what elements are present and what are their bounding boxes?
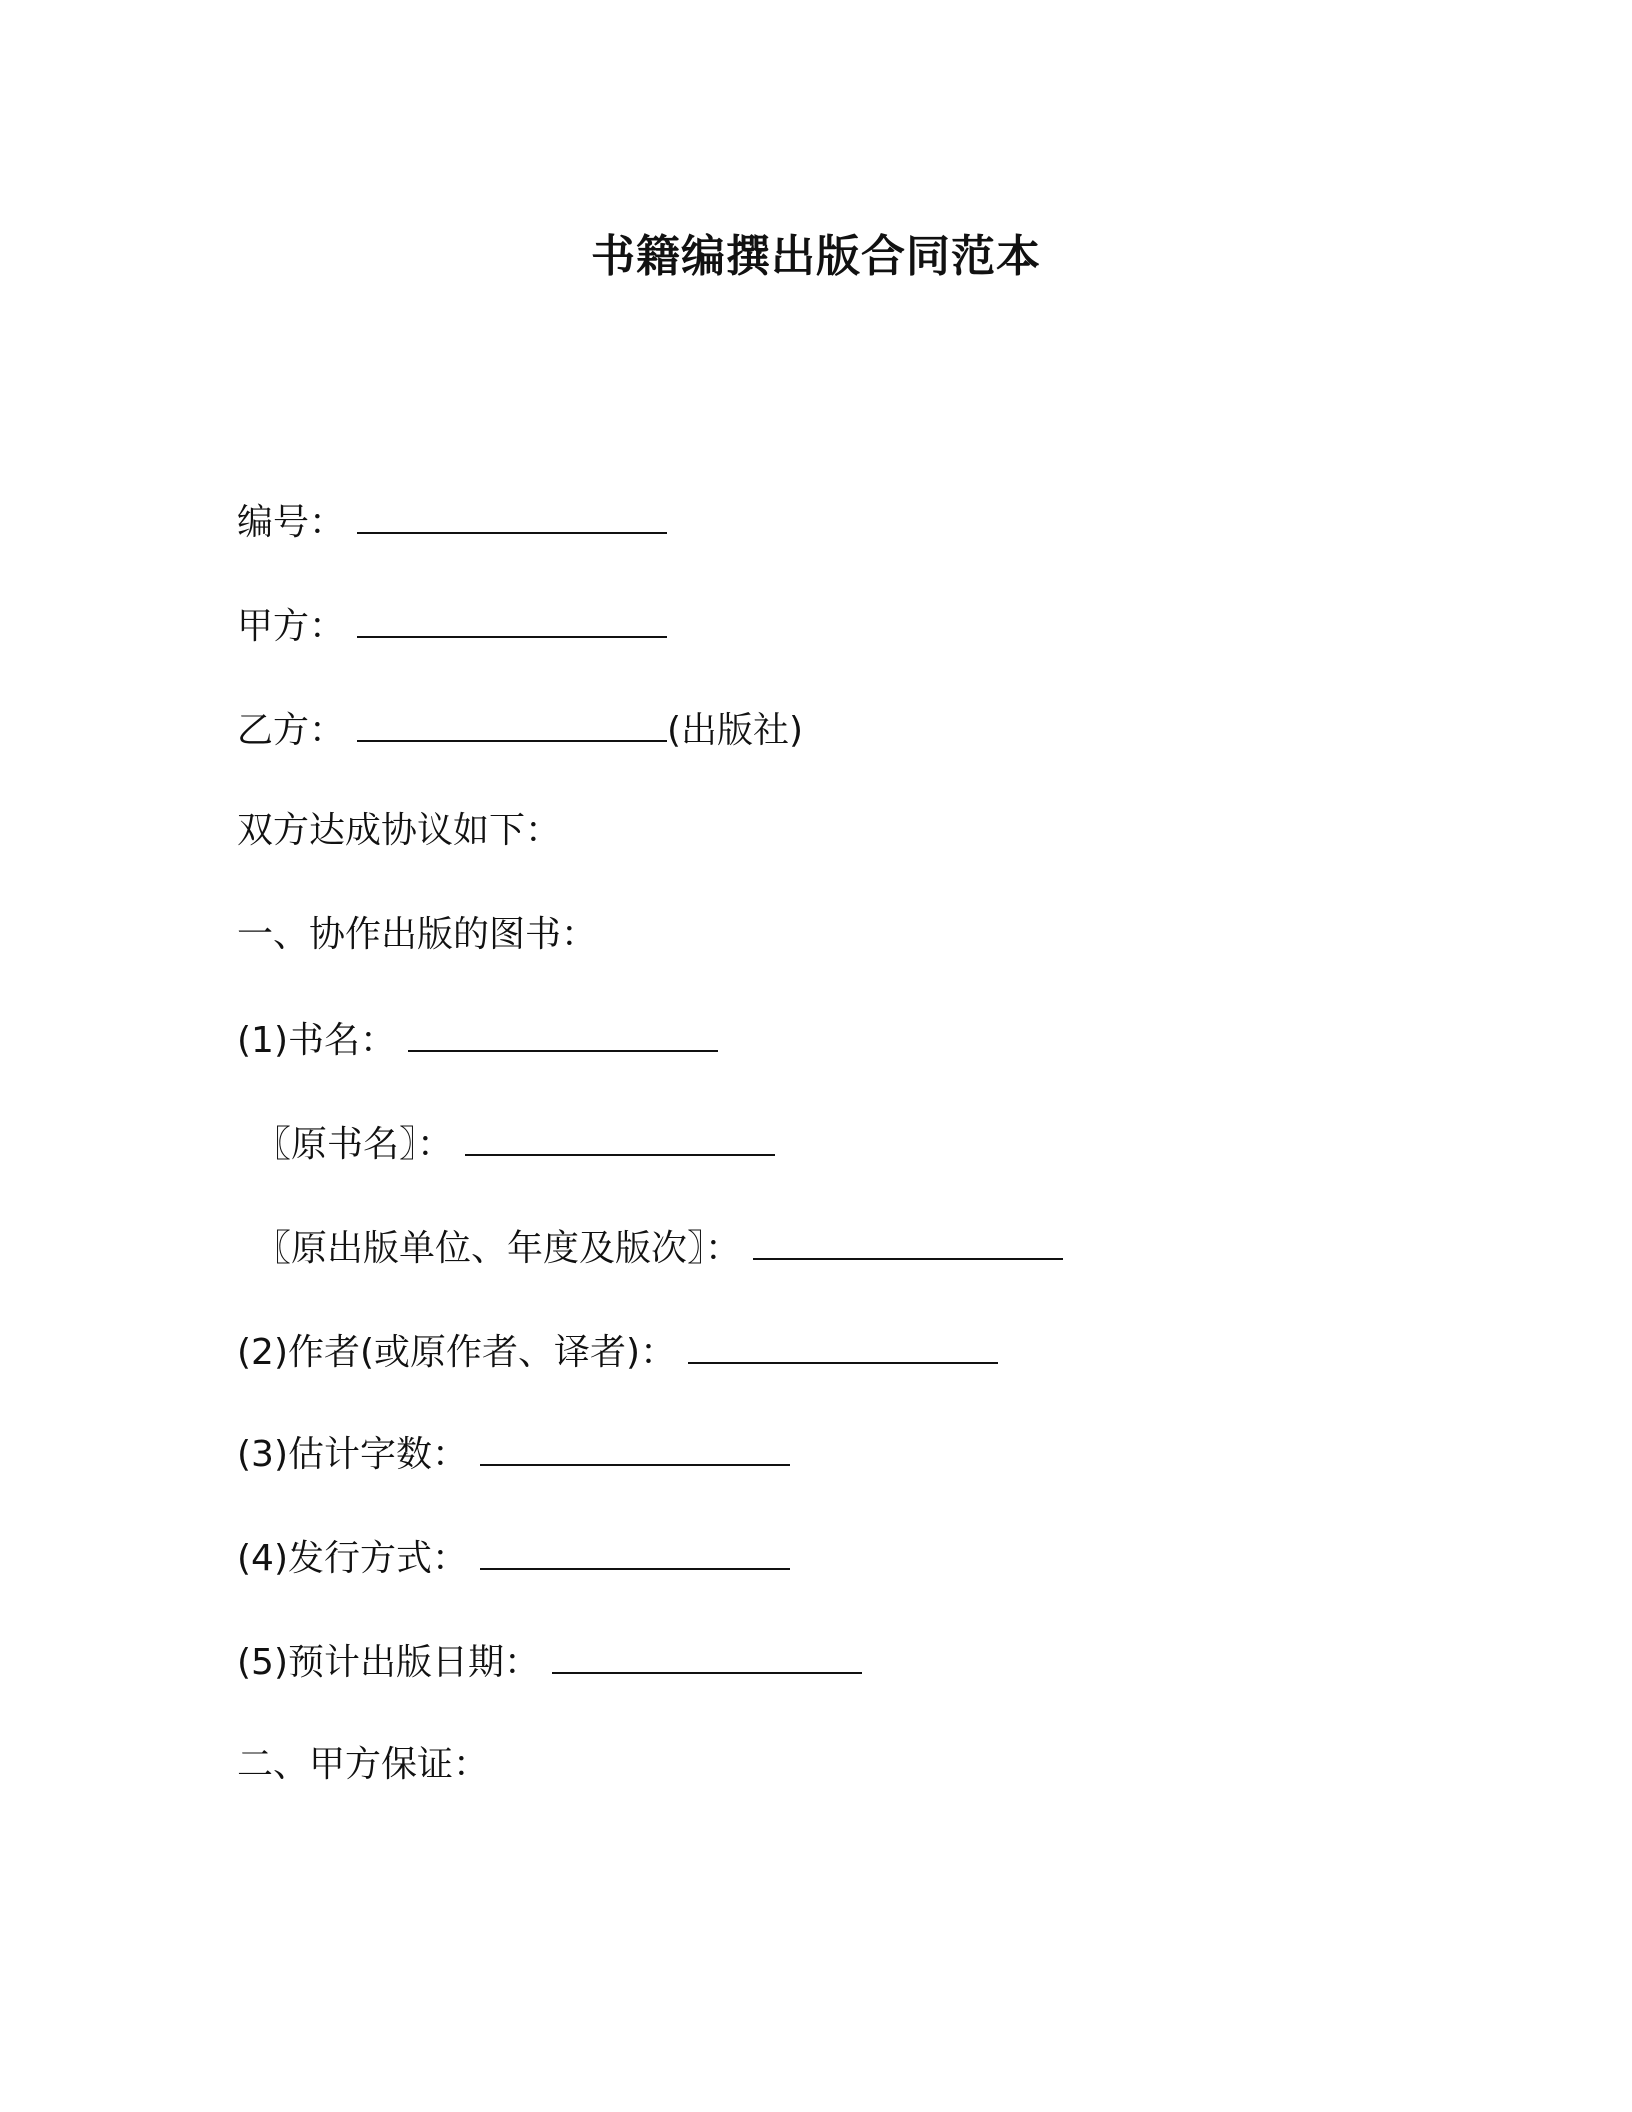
author-blank[interactable] xyxy=(688,1326,998,1364)
distribution-blank[interactable] xyxy=(480,1532,790,1570)
publish-date-line xyxy=(237,1636,862,1688)
word-count-blank[interactable] xyxy=(480,1428,790,1466)
distribution-label: (4)发行方式： xyxy=(237,1538,468,1579)
contract-number-line xyxy=(237,496,667,548)
party-b-suffix: (出版社) xyxy=(667,710,804,751)
contract-number-label: 编号： xyxy=(237,502,346,543)
contract-number-blank[interactable] xyxy=(357,496,667,534)
author-line xyxy=(237,1326,998,1378)
page-title: 书籍编撰出版合同范本 xyxy=(591,231,1041,282)
party-a-label: 甲方： xyxy=(237,606,346,647)
party-a-blank[interactable] xyxy=(357,600,667,638)
book-name-blank[interactable] xyxy=(408,1014,718,1052)
original-publisher-line xyxy=(255,1222,1063,1274)
party-b-line xyxy=(237,704,803,756)
word-count-line xyxy=(237,1428,790,1480)
agreement-intro: 双方达成协议如下： xyxy=(237,810,562,851)
original-publisher-blank[interactable] xyxy=(753,1222,1063,1260)
author-label: (2)作者(或原作者、译者)： xyxy=(237,1332,677,1373)
publish-date-label: (5)预计出版日期： xyxy=(237,1642,540,1683)
section-2-heading: 二、甲方保证： xyxy=(237,1744,490,1785)
original-name-blank[interactable] xyxy=(465,1118,775,1156)
party-b-label: 乙方： xyxy=(237,710,346,751)
publish-date-blank[interactable] xyxy=(552,1636,862,1674)
distribution-line xyxy=(237,1532,790,1584)
party-b-blank[interactable] xyxy=(357,704,667,742)
word-count-label: (3)估计字数： xyxy=(237,1434,468,1475)
original-name-line xyxy=(255,1118,775,1170)
party-a-line xyxy=(237,600,667,652)
book-name-label: (1)书名： xyxy=(237,1020,396,1061)
section-1-heading: 一、协作出版的图书： xyxy=(237,914,598,955)
original-publisher-label: 〖原出版单位、年度及版次〗： xyxy=(255,1228,742,1269)
original-name-label: 〖原书名〗： xyxy=(255,1124,454,1165)
book-name-line xyxy=(237,1014,718,1066)
